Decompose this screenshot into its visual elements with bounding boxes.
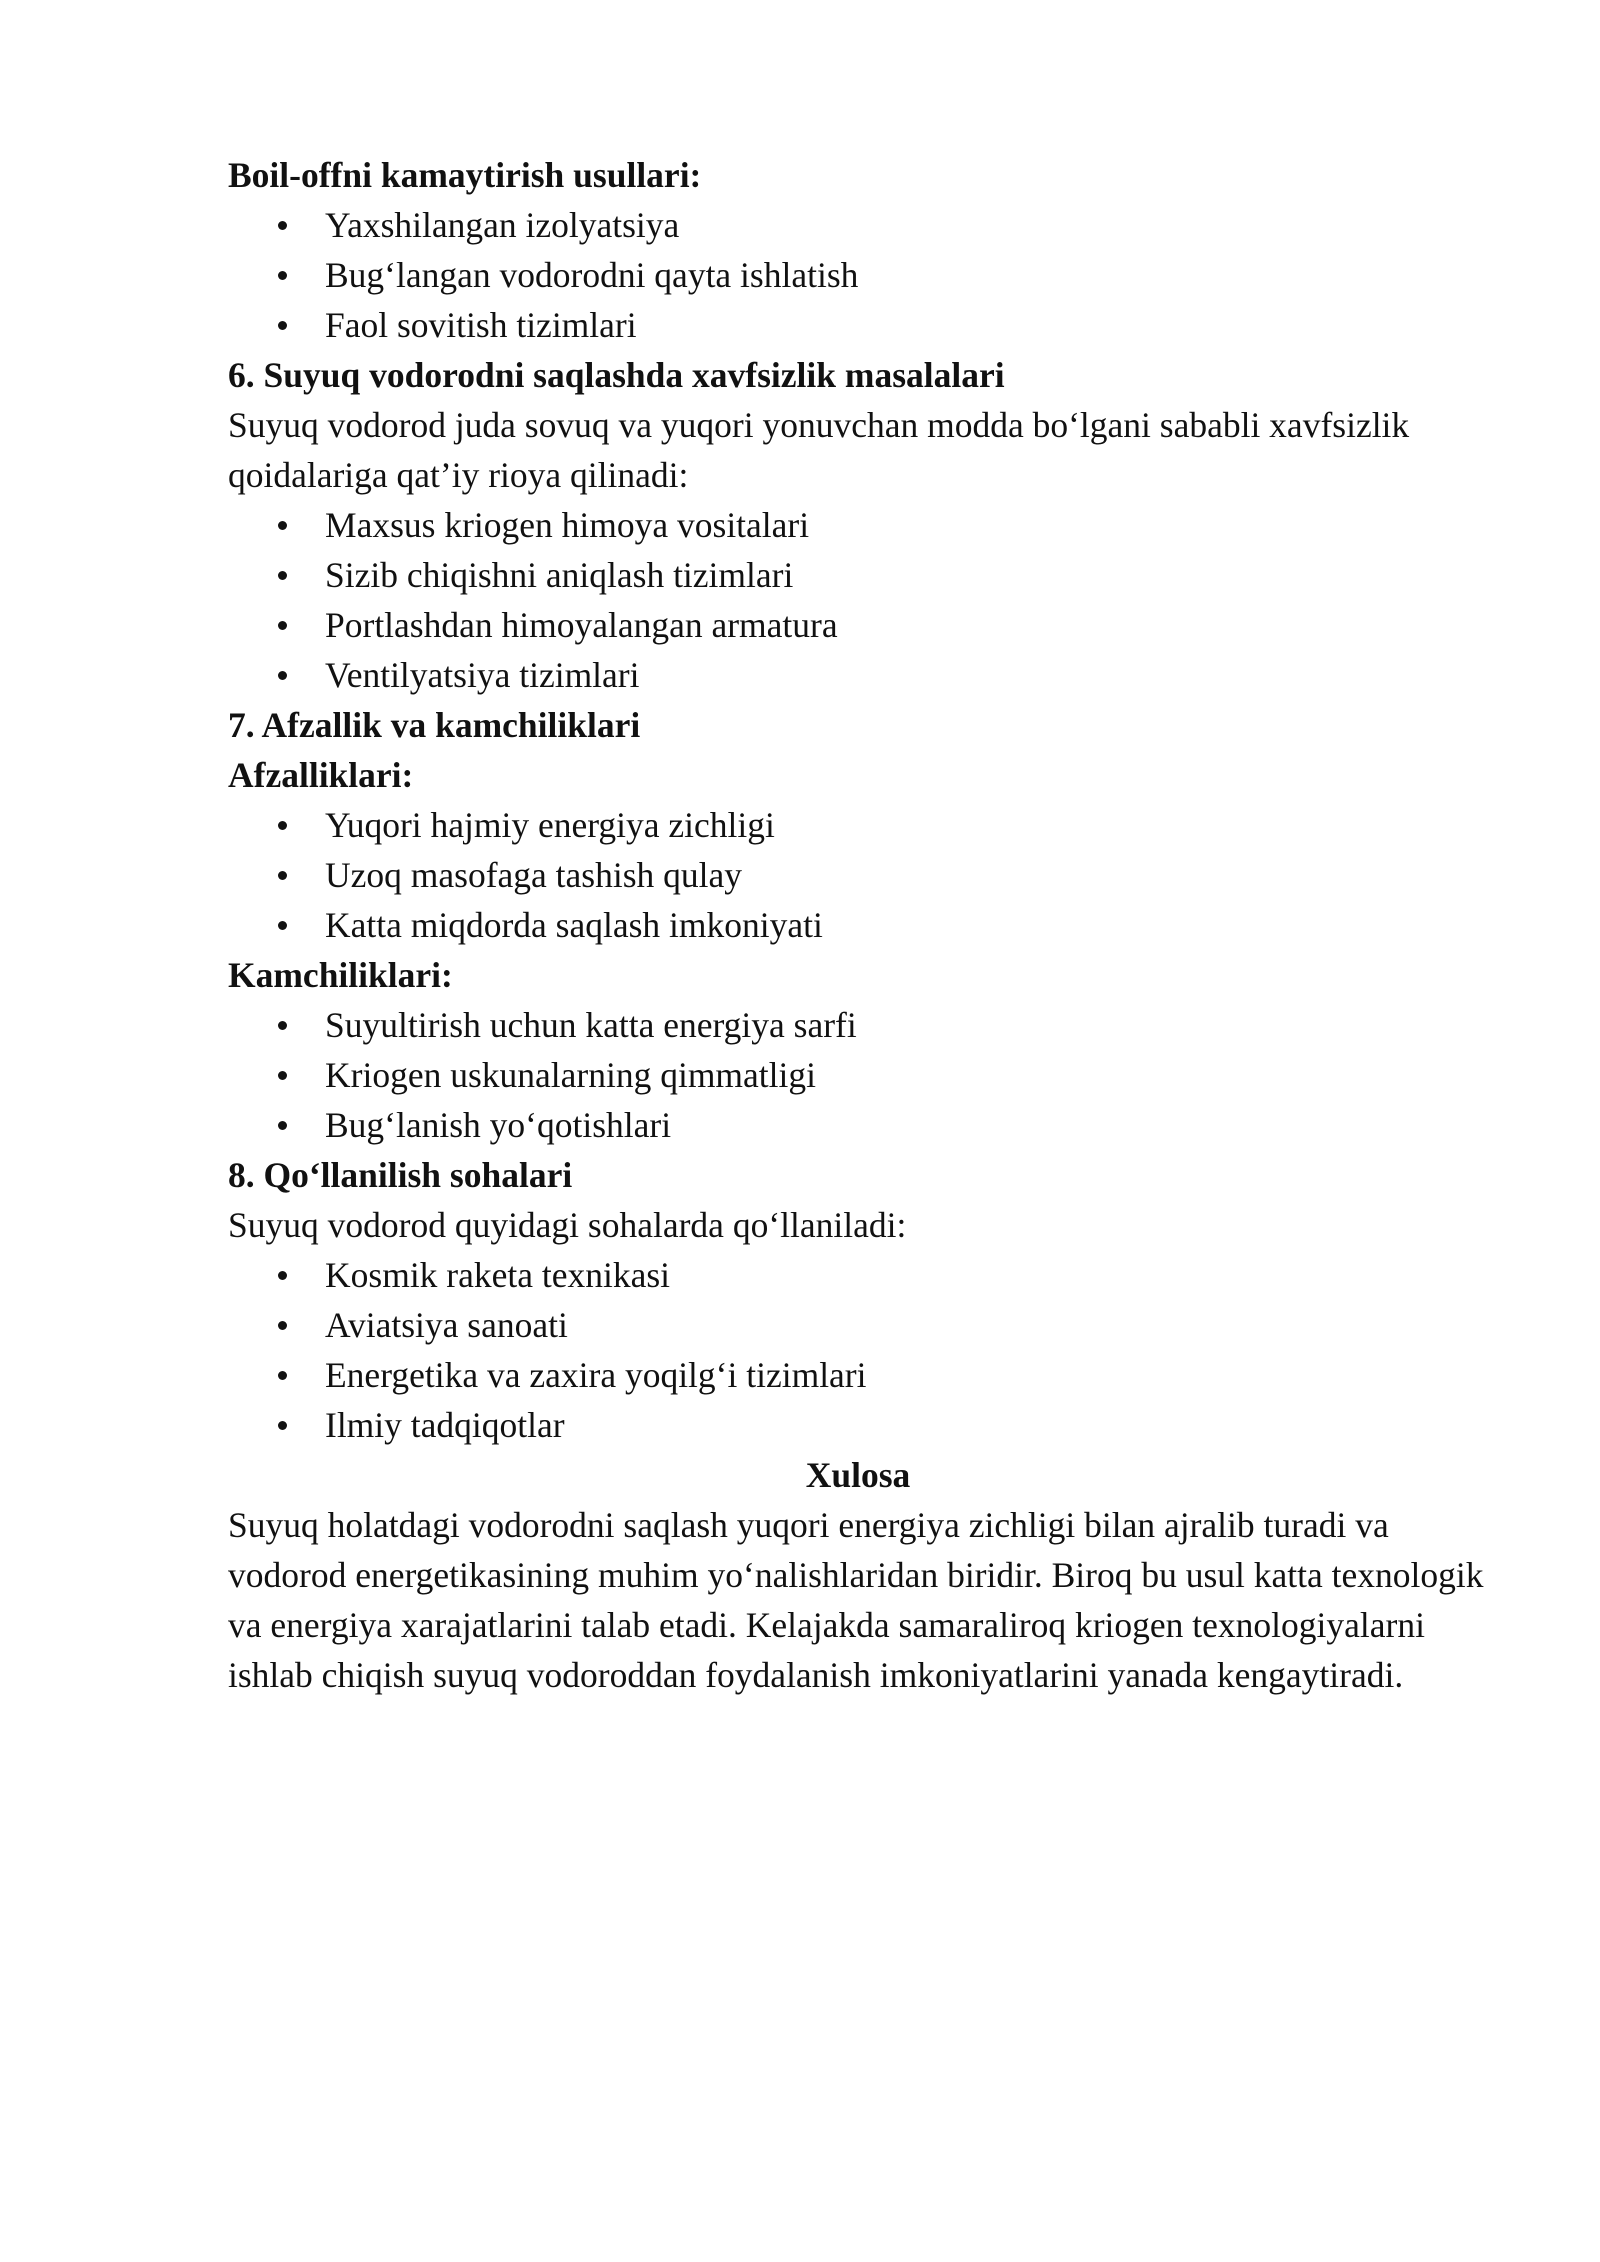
list-item-text: Ventilyatsiya tizimlari (325, 655, 640, 695)
list-item-text: Suyultirish uchun katta energiya sarfi (325, 1005, 857, 1045)
conclusion-text: Suyuq holatdagi vodorodni saqlash yuqori energiya zichligi bilan ajralib turadi va vodorod energetikasining muhim yo‘nalishlaridan biridir. Biroq bu usul katta texnologik va energiya xarajatlarini talab etadi. Kelajakda samaraliroq kriogen texnologiyalarni ishlab chiqish suyuq vodoroddan foydalanish imkoniyatlarini yanada kengaytiradi. (228, 1505, 1484, 1695)
bullet-icon (278, 621, 287, 630)
list-item (228, 1300, 1488, 1350)
bullet-list (228, 200, 1488, 350)
bullet-icon (278, 871, 287, 880)
list-item (228, 800, 1488, 850)
list-item (228, 600, 1488, 650)
bullet-icon (278, 321, 287, 330)
bullet-icon (278, 271, 287, 280)
section-heading: 8. Qo‘llanilish sohalari (228, 1155, 573, 1195)
bullet-icon (278, 1021, 287, 1030)
bullet-icon (278, 671, 287, 680)
list-item (228, 500, 1488, 550)
section-disadvantages (228, 950, 1488, 1150)
list-item-text: Bug‘langan vodorodni qayta ishlatish (325, 255, 859, 295)
list-item-text: Faol sovitish tizimlari (325, 305, 637, 345)
list-item (228, 850, 1488, 900)
list-item (228, 250, 1488, 300)
list-item-text: Maxsus kriogen himoya vositalari (325, 505, 810, 545)
bullet-list (228, 1250, 1488, 1450)
list-item (228, 200, 1488, 250)
bullet-icon (278, 921, 287, 930)
bullet-icon (278, 521, 287, 530)
bullet-icon (278, 221, 287, 230)
bullet-list (228, 1000, 1488, 1150)
section-conclusion (228, 1450, 1488, 1700)
list-item-text: Energetika va zaxira yoqilg‘i tizimlari (325, 1355, 867, 1395)
list-item-text: Kosmik raketa texnikasi (325, 1255, 671, 1295)
bullet-icon (278, 1121, 287, 1130)
bullet-icon (278, 1271, 287, 1280)
list-item-text: Ilmiy tadqiqotlar (325, 1405, 565, 1445)
section-boil-off (228, 150, 1488, 350)
bullet-list (228, 800, 1488, 950)
list-item (228, 1000, 1488, 1050)
bullet-icon (278, 821, 287, 830)
section-safety (228, 350, 1488, 700)
list-item-text: Yuqori hajmiy energiya zichligi (325, 805, 775, 845)
section-subheading: Afzalliklari: (228, 755, 414, 795)
list-item (228, 1350, 1488, 1400)
list-item-text: Kriogen uskunalarning qimmatligi (325, 1055, 817, 1095)
list-item (228, 650, 1488, 700)
list-item (228, 900, 1488, 950)
list-item-text: Bug‘lanish yo‘qotishlari (325, 1105, 672, 1145)
list-item (228, 1250, 1488, 1300)
conclusion-title: Xulosa (805, 1455, 911, 1495)
section-paragraph: Suyuq vodorod juda sovuq va yuqori yonuvchan modda bo‘lgani sababli xavfsizlik qoidalariga qat’iy rioya qilinadi: (228, 405, 1410, 495)
list-item-text: Uzoq masofaga tashish qulay (325, 855, 743, 895)
bullet-list (228, 500, 1488, 700)
list-item (228, 1050, 1488, 1100)
section-heading: Boil-offni kamaytirish usullari: (228, 155, 702, 195)
list-item (228, 300, 1488, 350)
list-item-text: Portlashdan himoyalangan armatura (325, 605, 838, 645)
list-item-text: Katta miqdorda saqlash imkoniyati (325, 905, 823, 945)
bullet-icon (278, 571, 287, 580)
section-applications (228, 1150, 1488, 1450)
section-advantages (228, 700, 1488, 950)
section-paragraph: Suyuq vodorod quyidagi sohalarda qo‘llaniladi: (228, 1205, 907, 1245)
document-page (228, 150, 1488, 1700)
bullet-icon (278, 1321, 287, 1330)
list-item-text: Yaxshilangan izolyatsiya (325, 205, 680, 245)
section-heading: Kamchiliklari: (228, 955, 453, 995)
bullet-icon (278, 1071, 287, 1080)
list-item (228, 550, 1488, 600)
list-item (228, 1400, 1488, 1450)
section-heading: 7. Afzallik va kamchiliklari (228, 705, 641, 745)
list-item-text: Aviatsiya sanoati (325, 1305, 568, 1345)
bullet-icon (278, 1371, 287, 1380)
section-heading: 6. Suyuq vodorodni saqlashda xavfsizlik masalalari (228, 355, 1005, 395)
bullet-icon (278, 1421, 287, 1430)
list-item (228, 1100, 1488, 1150)
list-item-text: Sizib chiqishni aniqlash tizimlari (325, 555, 794, 595)
